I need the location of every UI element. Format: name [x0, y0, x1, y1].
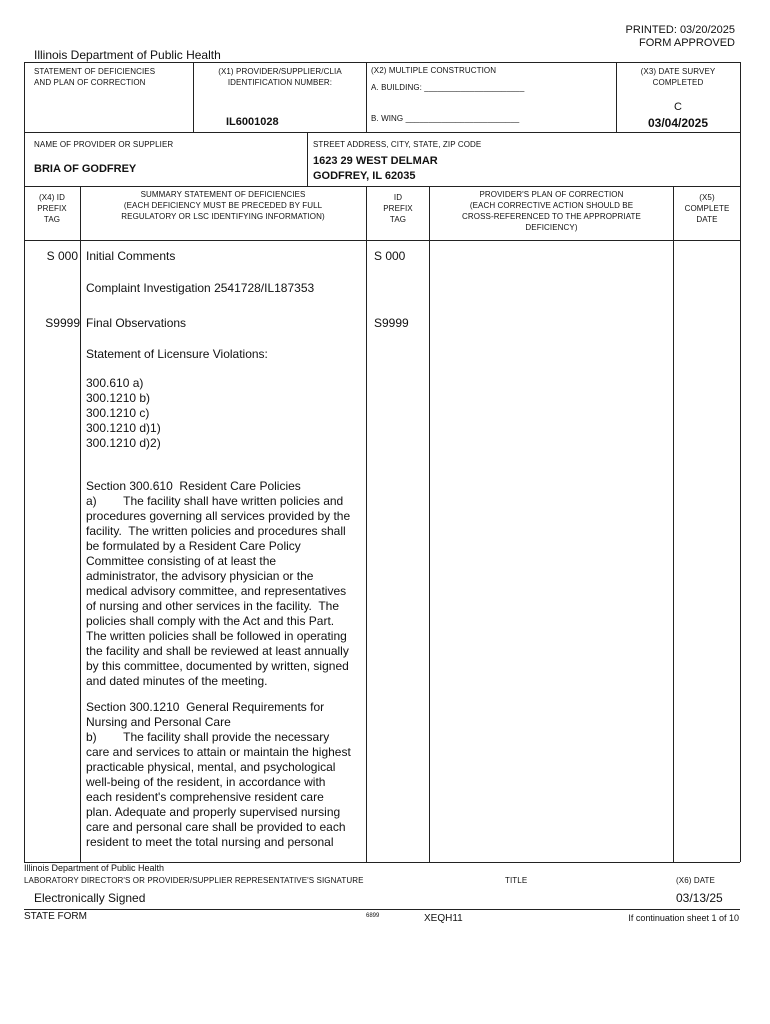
complaint-investigation: Complaint Investigation 2541728/IL187353	[86, 281, 315, 295]
agency-name: Illinois Department of Public Health	[34, 48, 221, 62]
form-approved: FORM APPROVED	[639, 37, 735, 49]
plan-header: PROVIDER'S PLAN OF CORRECTION (EACH CORRECTIVE ACTION SHOULD BE CROSS-REFERENCED TO THE APPROPRIATE DEFICIENCY)	[462, 190, 641, 232]
id-prefix-header: ID PREFIX TAG	[383, 193, 413, 224]
divider	[673, 186, 674, 862]
violations-list: 300.610 a) 300.1210 b) 300.1210 c) 300.1210 d)1) 300.1210 d)2)	[86, 376, 161, 450]
tag-s9999: S9999	[45, 316, 80, 330]
x2-label: (X2) MULTIPLE CONSTRUCTION	[371, 66, 497, 75]
left-border	[24, 62, 25, 862]
divider	[366, 62, 367, 132]
signature-label: LABORATORY DIRECTOR'S OR PROVIDER/SUPPLIER REPRESENTATIVE'S SIGNATURE	[24, 876, 364, 885]
id-s000: S 000	[374, 249, 406, 263]
x4-prefix-header: (X4) ID PREFIX TAG	[37, 193, 67, 224]
form-number: 6899	[366, 913, 380, 919]
title-label: TITLE	[505, 876, 528, 885]
divider	[366, 186, 367, 862]
top-border	[24, 62, 740, 63]
x3-date: 03/04/2025	[647, 116, 709, 130]
x3-code: C	[674, 101, 682, 113]
address-line2: GODFREY, IL 62035	[313, 170, 416, 182]
section-300-1210: Section 300.1210 General Requirements for Nursing and Personal Care b) The facility shall provide the necessary care and services to attain or maintain the highest practicable physical, mental, and psychological well-being of the resident, in accordance with each resident's comprehensive resident care plan. Adequate and properly supervised nursing care and personal care shall be provided to each resident to meet the total nursing and personal	[86, 700, 351, 849]
x5-header: (X5) COMPLETE DATE	[684, 193, 730, 224]
divider	[429, 186, 430, 862]
provider-name: BRIA OF GODFREY	[34, 163, 137, 175]
date-label: (X6) DATE	[676, 876, 715, 885]
divider	[24, 909, 740, 910]
building-label: A. BUILDING: ______________________	[371, 83, 525, 92]
address-line1: 1623 29 WEST DELMAR	[313, 155, 438, 167]
signed-date: 03/13/25	[676, 891, 723, 905]
entry-title-initial: Initial Comments	[86, 249, 176, 263]
printed-date: PRINTED: 03/20/2025	[625, 24, 735, 36]
divider	[80, 186, 81, 862]
right-border	[740, 62, 741, 862]
id-s9999: S9999	[374, 316, 409, 330]
divider	[24, 132, 740, 133]
section-300-610: Section 300.610 Resident Care Policies a) The facility shall have written policies and procedures governing all services provided by the facility. The written policies and procedures shall be formulated by a Resident Care Policy Committee consisting of at least the administrator, the advisory physician or the medical advisory committee, and representatives of nursing and other services in the facility. The policies shall comply with the Act and this Part. The written policies shall be followed in operating the facility and shall be reviewed at least annually by this committee, documented by written, signed and dated minutes of the meeting.	[86, 479, 351, 688]
footer-agency: Illinois Department of Public Health	[24, 863, 165, 873]
divider	[307, 132, 308, 186]
divider	[24, 186, 740, 187]
x1-value: IL6001028	[226, 116, 279, 128]
event-id: XEQH11	[424, 913, 463, 924]
divider	[24, 240, 740, 241]
summary-header: SUMMARY STATEMENT OF DEFICIENCIES (EACH DEFICIENCY MUST BE PRECEDED BY FULL REGULATORY OR LSC IDENTIFYING INFORMATION)	[121, 190, 325, 221]
statement-label: STATEMENT OF DEFICIENCIES AND PLAN OF CORRECTION	[34, 67, 156, 87]
tag-s000: S 000	[46, 249, 78, 263]
entry-title-final: Final Observations	[86, 316, 187, 330]
x3-label: (X3) DATE SURVEY COMPLETED	[640, 67, 716, 87]
signature-value: Electronically Signed	[34, 891, 146, 905]
divider	[616, 62, 617, 132]
provider-name-label: NAME OF PROVIDER OR SUPPLIER	[34, 140, 174, 149]
wing-label: B. WING _________________________	[371, 114, 520, 123]
address-label: STREET ADDRESS, CITY, STATE, ZIP CODE	[313, 140, 482, 149]
violations-heading: Statement of Licensure Violations:	[86, 347, 268, 361]
continuation-sheet: If continuation sheet 1 of 10	[628, 913, 739, 923]
divider	[193, 62, 194, 132]
state-form-label: STATE FORM	[24, 911, 87, 922]
x1-label: (X1) PROVIDER/SUPPLIER/CLIA IDENTIFICATION NUMBER:	[218, 67, 342, 87]
